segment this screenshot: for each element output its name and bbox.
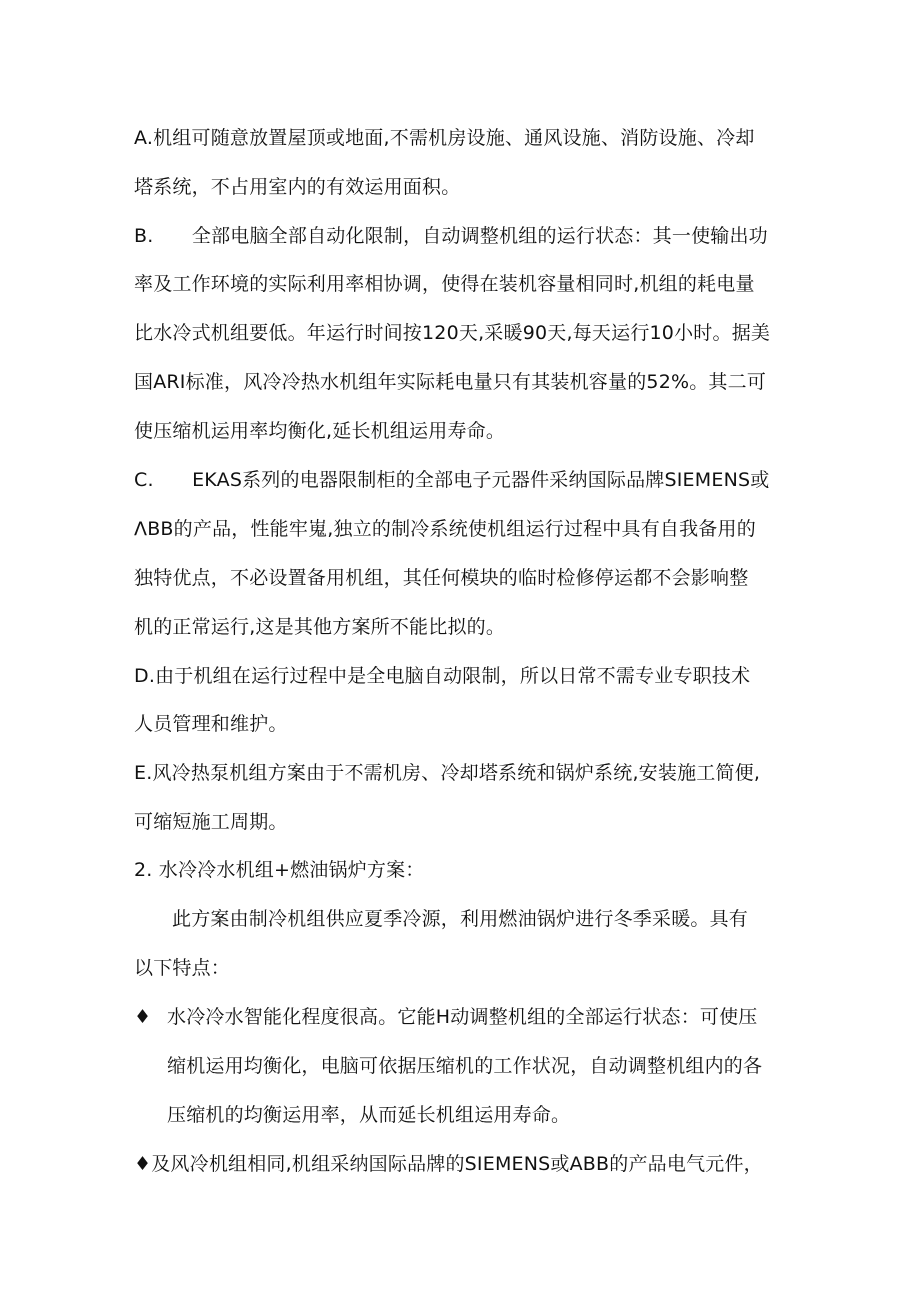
section-heading: 2. 水冷冷水机组+燃油锅炉方案：: [134, 859, 425, 881]
text-line: 可缩短施工周期。: [134, 811, 288, 833]
text-line: 国ARI标准，风冷冷热水机组年实际耗电量只有其装机容量的52%。其二可: [134, 371, 767, 393]
text-line: 独特优点，不必设置备用机组，其任何模块的临时检修停运都不会影响整: [134, 567, 749, 589]
text-line: 以下特点：: [134, 957, 231, 979]
bullet-item-line: ♦及风冷机组相同,机组采纳国际品牌的SIEMENS或ABB的产品电气元件，: [134, 1153, 763, 1175]
text-line: 比水冷式机组要低。年运行时间按120天,采暖90天,每天运行10小时。据美: [134, 322, 771, 344]
text-line: 塔系统，不占用室内的有效运用面积。: [134, 176, 461, 198]
text-line: 人员管理和维护。: [134, 713, 288, 735]
bullet-icon: ♦: [134, 1006, 152, 1028]
text-line: D.由于机组在运行过程中是全电脑自动限制，所以日常不需专业专职技术: [134, 665, 751, 687]
text-line: 使压缩机运用率均衡化,延长机组运用寿命。: [134, 420, 506, 442]
text-line: B. 全部电脑全部自动化限制，自动调整机组的运行状态：其一使输出功: [134, 225, 768, 247]
text-line: E.风冷热泵机组方案由于不需机房、冷却塔系统和锅炉系统,安装施工简便,: [134, 762, 761, 784]
bullet-item-line: 缩机运用均衡化，电脑可依据压缩机的工作状况，自动调整机组内的各: [167, 1055, 763, 1077]
text-line: 率及工作环境的实际利用率相协调，使得在装机容量相同时,机组的耗电量: [134, 273, 755, 295]
bullet-item-line: 水冷冷水智能化程度很高。它能H动调整机组的全部运行状态：可使压: [167, 1006, 758, 1028]
text-line: 此方案由制冷机组供应夏季冷源，利用燃油锅炉进行冬季采暖。具有: [172, 908, 749, 930]
text-line: A.机组可随意放置屋顶或地面,不需机房设施、通风设施、消防设施、冷却: [134, 127, 755, 149]
bullet-item-line: 压缩机的均衡运用率，从而延长机组运用寿命。: [167, 1104, 571, 1126]
text-line: 机的正常运行,这是其他方案所不能比拟的。: [134, 616, 506, 638]
text-line: C. EKAS系列的电器限制柜的全部电子元器件采纳国际品牌SIEMENS或: [134, 469, 770, 491]
text-line: ΛBB的产品，性能牢嵬,独立的制冷系统使机组运行过程中具有自我备用的: [134, 518, 756, 540]
